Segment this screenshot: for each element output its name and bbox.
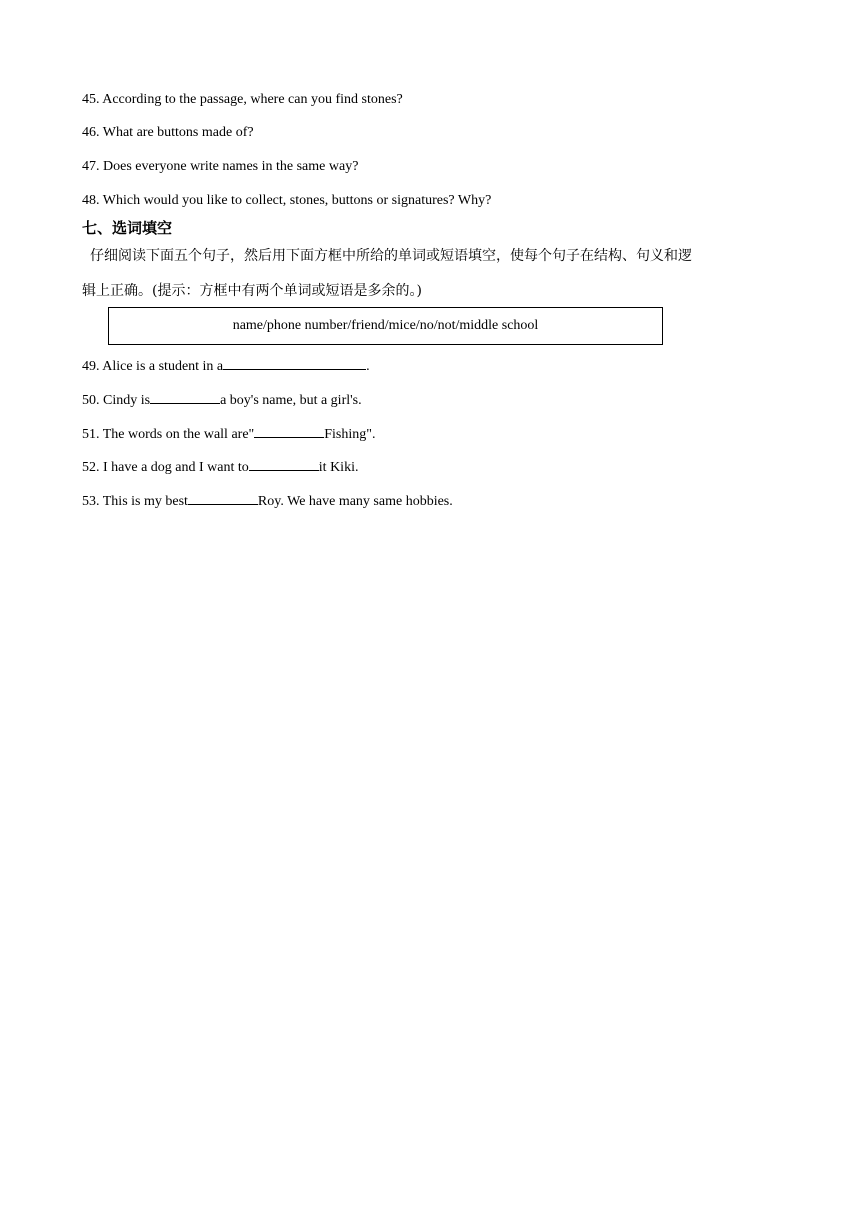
question-45 [82,90,403,110]
fill-item-53 [82,489,453,512]
answer-blank[interactable] [249,455,319,471]
item-text-after: Fishing". [324,427,376,442]
item-number: 51. [82,427,100,442]
question-46 [82,123,254,143]
item-text-after: Roy. We have many same hobbies. [257,494,453,509]
question-text: Does everyone write names in the same way? [103,159,359,174]
question-number: 48. [82,193,100,208]
section-title: 七、选词填空 [82,219,173,237]
question-text: According to the passage, where can you find stones? [102,92,403,107]
item-text-after: . [366,359,370,374]
word-box-text: name/phone number/friend/mice/no/not/middle school [232,318,539,333]
item-text-before: Alice is a student in a [102,359,224,374]
item-text-before: The words on the wall are" [102,427,255,442]
item-number: 50. [82,393,100,408]
question-number: 45. [82,92,100,107]
item-number: 53. [82,494,100,509]
question-47 [82,157,358,177]
word-box [108,307,663,345]
answer-blank[interactable] [150,388,220,404]
item-text-before: I have a dog and I want to [103,460,249,475]
answer-blank[interactable] [254,422,324,438]
item-text-after: a boy's name, but a girl's. [220,393,362,408]
item-text-before: Cindy is [103,393,151,408]
question-text: Which would you like to collect, stones, buttons or signatures? Why? [102,193,492,208]
question-text: What are buttons made of? [102,125,254,140]
item-text-before: This is my best [102,494,188,509]
fill-item-52 [82,455,358,478]
question-48 [82,191,491,211]
item-number: 52. [82,460,100,475]
answer-blank[interactable] [188,489,258,505]
section-instruction-line2: 辑上正确。(提示：方框中有两个单词或短语是多余的。) [82,283,422,299]
fill-item-49 [82,354,370,377]
fill-item-50 [82,388,362,411]
section-instruction-line1: 仔细阅读下面五个句子，然后用下面方框中所给的单词或短语填空，使每个句子在结构、句义和逻 [90,248,692,264]
answer-blank[interactable] [223,354,366,370]
item-number: 49. [82,359,100,374]
question-number: 46. [82,125,100,140]
question-number: 47. [82,159,100,174]
fill-item-51 [82,422,375,445]
item-text-after: it Kiki. [318,460,359,475]
